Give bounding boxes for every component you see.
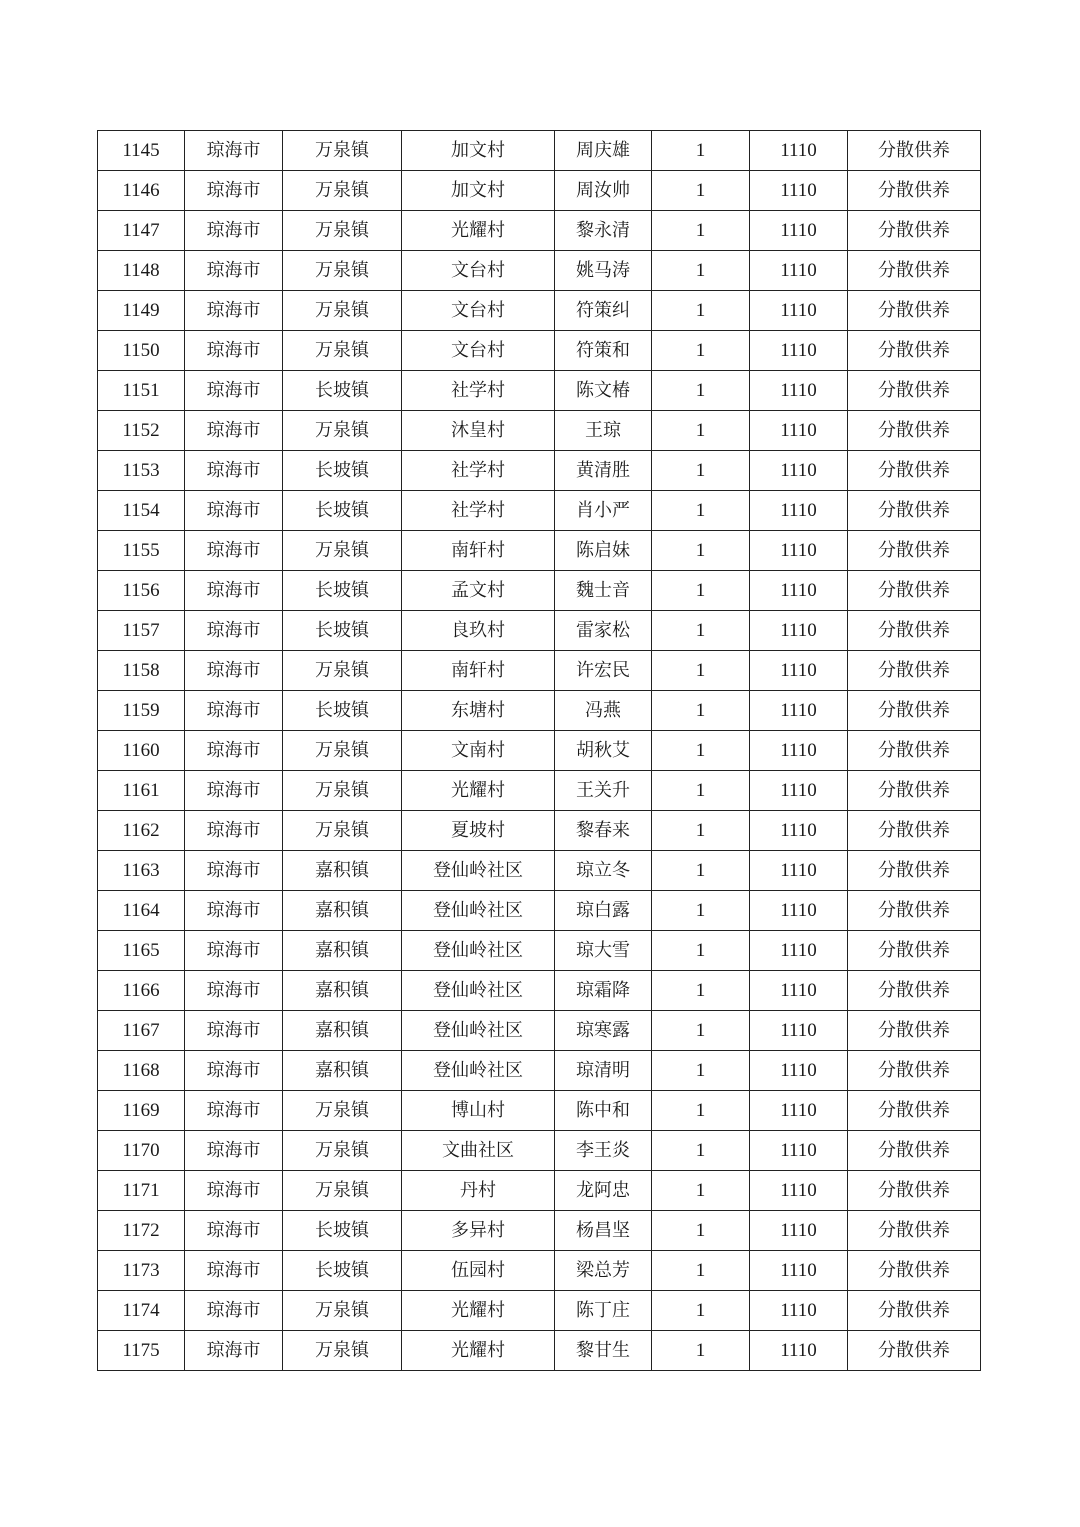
count-cell: 1 [652, 1011, 750, 1051]
city-cell: 琼海市 [185, 491, 283, 531]
table-row [98, 491, 981, 531]
support-type-cell: 分散供养 [848, 971, 981, 1011]
table-row [98, 731, 981, 771]
name-cell: 黎甘生 [555, 1331, 652, 1371]
city-cell: 琼海市 [185, 851, 283, 891]
amount-cell: 1110 [750, 451, 848, 491]
index-cell: 1174 [98, 1291, 185, 1331]
support-type-cell: 分散供养 [848, 731, 981, 771]
name-cell: 杨昌坚 [555, 1211, 652, 1251]
name-cell: 符策和 [555, 331, 652, 371]
table-row [98, 1251, 981, 1291]
support-type-cell: 分散供养 [848, 931, 981, 971]
city-cell: 琼海市 [185, 651, 283, 691]
count-cell: 1 [652, 811, 750, 851]
city-cell: 琼海市 [185, 451, 283, 491]
index-cell: 1157 [98, 611, 185, 651]
index-cell: 1158 [98, 651, 185, 691]
city-cell: 琼海市 [185, 411, 283, 451]
village-cell: 登仙岭社区 [402, 1011, 555, 1051]
count-cell: 1 [652, 611, 750, 651]
village-cell: 丹村 [402, 1171, 555, 1211]
name-cell: 肖小严 [555, 491, 652, 531]
table-row [98, 611, 981, 651]
count-cell: 1 [652, 411, 750, 451]
city-cell: 琼海市 [185, 1291, 283, 1331]
town-cell: 长坡镇 [283, 451, 402, 491]
count-cell: 1 [652, 971, 750, 1011]
amount-cell: 1110 [750, 1211, 848, 1251]
town-cell: 万泉镇 [283, 1131, 402, 1171]
table-row [98, 1171, 981, 1211]
index-cell: 1153 [98, 451, 185, 491]
table-row [98, 931, 981, 971]
name-cell: 黎春来 [555, 811, 652, 851]
count-cell: 1 [652, 251, 750, 291]
table-row [98, 251, 981, 291]
index-cell: 1156 [98, 571, 185, 611]
count-cell: 1 [652, 1091, 750, 1131]
town-cell: 万泉镇 [283, 1091, 402, 1131]
village-cell: 光耀村 [402, 1331, 555, 1371]
village-cell: 文台村 [402, 331, 555, 371]
village-cell: 沐皇村 [402, 411, 555, 451]
count-cell: 1 [652, 291, 750, 331]
village-cell: 登仙岭社区 [402, 971, 555, 1011]
support-type-cell: 分散供养 [848, 691, 981, 731]
count-cell: 1 [652, 211, 750, 251]
index-cell: 1163 [98, 851, 185, 891]
town-cell: 长坡镇 [283, 691, 402, 731]
town-cell: 万泉镇 [283, 171, 402, 211]
table-row [98, 571, 981, 611]
town-cell: 万泉镇 [283, 131, 402, 171]
support-type-cell: 分散供养 [848, 1091, 981, 1131]
table-row [98, 531, 981, 571]
amount-cell: 1110 [750, 931, 848, 971]
name-cell: 王关升 [555, 771, 652, 811]
support-type-cell: 分散供养 [848, 851, 981, 891]
village-cell: 文台村 [402, 251, 555, 291]
index-cell: 1154 [98, 491, 185, 531]
support-type-cell: 分散供养 [848, 771, 981, 811]
village-cell: 文台村 [402, 291, 555, 331]
name-cell: 魏士音 [555, 571, 652, 611]
town-cell: 万泉镇 [283, 1171, 402, 1211]
support-type-cell: 分散供养 [848, 211, 981, 251]
village-cell: 社学村 [402, 451, 555, 491]
amount-cell: 1110 [750, 291, 848, 331]
city-cell: 琼海市 [185, 1051, 283, 1091]
name-cell: 李王炎 [555, 1131, 652, 1171]
amount-cell: 1110 [750, 651, 848, 691]
amount-cell: 1110 [750, 251, 848, 291]
town-cell: 长坡镇 [283, 571, 402, 611]
village-cell: 加文村 [402, 171, 555, 211]
support-type-cell: 分散供养 [848, 291, 981, 331]
name-cell: 琼寒露 [555, 1011, 652, 1051]
town-cell: 嘉积镇 [283, 1011, 402, 1051]
index-cell: 1150 [98, 331, 185, 371]
name-cell: 雷家松 [555, 611, 652, 651]
village-cell: 文南村 [402, 731, 555, 771]
town-cell: 万泉镇 [283, 811, 402, 851]
count-cell: 1 [652, 1051, 750, 1091]
city-cell: 琼海市 [185, 731, 283, 771]
support-type-cell: 分散供养 [848, 331, 981, 371]
town-cell: 长坡镇 [283, 611, 402, 651]
index-cell: 1173 [98, 1251, 185, 1291]
amount-cell: 1110 [750, 971, 848, 1011]
table-row [98, 331, 981, 371]
table-row [98, 1291, 981, 1331]
city-cell: 琼海市 [185, 811, 283, 851]
count-cell: 1 [652, 491, 750, 531]
village-cell: 孟文村 [402, 571, 555, 611]
name-cell: 王琼 [555, 411, 652, 451]
name-cell: 陈文椿 [555, 371, 652, 411]
amount-cell: 1110 [750, 731, 848, 771]
amount-cell: 1110 [750, 1171, 848, 1211]
table-row [98, 891, 981, 931]
town-cell: 万泉镇 [283, 651, 402, 691]
amount-cell: 1110 [750, 411, 848, 451]
amount-cell: 1110 [750, 371, 848, 411]
amount-cell: 1110 [750, 1091, 848, 1131]
town-cell: 万泉镇 [283, 211, 402, 251]
name-cell: 梁总芳 [555, 1251, 652, 1291]
city-cell: 琼海市 [185, 291, 283, 331]
village-cell: 伍园村 [402, 1251, 555, 1291]
count-cell: 1 [652, 731, 750, 771]
town-cell: 长坡镇 [283, 371, 402, 411]
support-type-cell: 分散供养 [848, 371, 981, 411]
count-cell: 1 [652, 531, 750, 571]
city-cell: 琼海市 [185, 691, 283, 731]
village-cell: 登仙岭社区 [402, 851, 555, 891]
town-cell: 长坡镇 [283, 1211, 402, 1251]
index-cell: 1146 [98, 171, 185, 211]
support-type-cell: 分散供养 [848, 171, 981, 211]
city-cell: 琼海市 [185, 251, 283, 291]
index-cell: 1165 [98, 931, 185, 971]
count-cell: 1 [652, 571, 750, 611]
support-type-cell: 分散供养 [848, 451, 981, 491]
roster-table [97, 130, 981, 1371]
table-row [98, 1011, 981, 1051]
city-cell: 琼海市 [185, 971, 283, 1011]
table-row [98, 811, 981, 851]
city-cell: 琼海市 [185, 211, 283, 251]
count-cell: 1 [652, 1171, 750, 1211]
city-cell: 琼海市 [185, 1131, 283, 1171]
name-cell: 琼立冬 [555, 851, 652, 891]
amount-cell: 1110 [750, 851, 848, 891]
village-cell: 光耀村 [402, 1291, 555, 1331]
support-type-cell: 分散供养 [848, 1331, 981, 1371]
city-cell: 琼海市 [185, 371, 283, 411]
city-cell: 琼海市 [185, 1211, 283, 1251]
city-cell: 琼海市 [185, 1091, 283, 1131]
index-cell: 1155 [98, 531, 185, 571]
town-cell: 嘉积镇 [283, 931, 402, 971]
village-cell: 光耀村 [402, 211, 555, 251]
town-cell: 万泉镇 [283, 291, 402, 331]
name-cell: 龙阿忠 [555, 1171, 652, 1211]
support-type-cell: 分散供养 [848, 1051, 981, 1091]
city-cell: 琼海市 [185, 1011, 283, 1051]
town-cell: 万泉镇 [283, 1291, 402, 1331]
support-type-cell: 分散供养 [848, 1011, 981, 1051]
amount-cell: 1110 [750, 331, 848, 371]
city-cell: 琼海市 [185, 931, 283, 971]
name-cell: 胡秋艾 [555, 731, 652, 771]
amount-cell: 1110 [750, 171, 848, 211]
count-cell: 1 [652, 931, 750, 971]
count-cell: 1 [652, 1291, 750, 1331]
city-cell: 琼海市 [185, 1171, 283, 1211]
table-row [98, 1331, 981, 1371]
index-cell: 1168 [98, 1051, 185, 1091]
village-cell: 良玖村 [402, 611, 555, 651]
table-row [98, 971, 981, 1011]
count-cell: 1 [652, 131, 750, 171]
table-row [98, 1131, 981, 1171]
name-cell: 陈启妹 [555, 531, 652, 571]
city-cell: 琼海市 [185, 331, 283, 371]
name-cell: 琼清明 [555, 1051, 652, 1091]
amount-cell: 1110 [750, 771, 848, 811]
count-cell: 1 [652, 451, 750, 491]
name-cell: 陈中和 [555, 1091, 652, 1131]
index-cell: 1151 [98, 371, 185, 411]
amount-cell: 1110 [750, 1011, 848, 1051]
table-row [98, 371, 981, 411]
index-cell: 1175 [98, 1331, 185, 1371]
index-cell: 1148 [98, 251, 185, 291]
town-cell: 万泉镇 [283, 411, 402, 451]
support-type-cell: 分散供养 [848, 571, 981, 611]
support-type-cell: 分散供养 [848, 1291, 981, 1331]
index-cell: 1147 [98, 211, 185, 251]
town-cell: 嘉积镇 [283, 891, 402, 931]
name-cell: 陈丁庄 [555, 1291, 652, 1331]
city-cell: 琼海市 [185, 1251, 283, 1291]
town-cell: 万泉镇 [283, 331, 402, 371]
table-row [98, 851, 981, 891]
name-cell: 周汝帅 [555, 171, 652, 211]
village-cell: 社学村 [402, 491, 555, 531]
index-cell: 1159 [98, 691, 185, 731]
table-row [98, 1211, 981, 1251]
town-cell: 嘉积镇 [283, 971, 402, 1011]
village-cell: 南轩村 [402, 651, 555, 691]
support-type-cell: 分散供养 [848, 811, 981, 851]
index-cell: 1170 [98, 1131, 185, 1171]
count-cell: 1 [652, 891, 750, 931]
table-row [98, 211, 981, 251]
city-cell: 琼海市 [185, 771, 283, 811]
name-cell: 许宏民 [555, 651, 652, 691]
village-cell: 多异村 [402, 1211, 555, 1251]
amount-cell: 1110 [750, 491, 848, 531]
table-row [98, 651, 981, 691]
town-cell: 长坡镇 [283, 1251, 402, 1291]
count-cell: 1 [652, 1331, 750, 1371]
town-cell: 万泉镇 [283, 251, 402, 291]
city-cell: 琼海市 [185, 131, 283, 171]
count-cell: 1 [652, 171, 750, 211]
amount-cell: 1110 [750, 1131, 848, 1171]
amount-cell: 1110 [750, 1251, 848, 1291]
town-cell: 万泉镇 [283, 731, 402, 771]
support-type-cell: 分散供养 [848, 131, 981, 171]
name-cell: 符策纠 [555, 291, 652, 331]
table-row [98, 691, 981, 731]
city-cell: 琼海市 [185, 611, 283, 651]
town-cell: 嘉积镇 [283, 851, 402, 891]
village-cell: 光耀村 [402, 771, 555, 811]
index-cell: 1160 [98, 731, 185, 771]
name-cell: 琼霜降 [555, 971, 652, 1011]
name-cell: 周庆雄 [555, 131, 652, 171]
village-cell: 登仙岭社区 [402, 891, 555, 931]
count-cell: 1 [652, 1131, 750, 1171]
amount-cell: 1110 [750, 1331, 848, 1371]
support-type-cell: 分散供养 [848, 1211, 981, 1251]
index-cell: 1164 [98, 891, 185, 931]
support-type-cell: 分散供养 [848, 891, 981, 931]
table-row [98, 771, 981, 811]
support-type-cell: 分散供养 [848, 1171, 981, 1211]
count-cell: 1 [652, 771, 750, 811]
town-cell: 嘉积镇 [283, 1051, 402, 1091]
table-row [98, 1051, 981, 1091]
index-cell: 1171 [98, 1171, 185, 1211]
name-cell: 琼白露 [555, 891, 652, 931]
name-cell: 琼大雪 [555, 931, 652, 971]
amount-cell: 1110 [750, 1291, 848, 1331]
table-row [98, 451, 981, 491]
name-cell: 冯燕 [555, 691, 652, 731]
support-type-cell: 分散供养 [848, 611, 981, 651]
table-row [98, 291, 981, 331]
roster-table-body [98, 131, 981, 1371]
city-cell: 琼海市 [185, 1331, 283, 1371]
amount-cell: 1110 [750, 811, 848, 851]
support-type-cell: 分散供养 [848, 1131, 981, 1171]
table-row [98, 171, 981, 211]
count-cell: 1 [652, 1251, 750, 1291]
village-cell: 博山村 [402, 1091, 555, 1131]
count-cell: 1 [652, 651, 750, 691]
index-cell: 1152 [98, 411, 185, 451]
amount-cell: 1110 [750, 611, 848, 651]
index-cell: 1172 [98, 1211, 185, 1251]
amount-cell: 1110 [750, 891, 848, 931]
index-cell: 1166 [98, 971, 185, 1011]
count-cell: 1 [652, 371, 750, 411]
village-cell: 南轩村 [402, 531, 555, 571]
amount-cell: 1110 [750, 571, 848, 611]
table-row [98, 1091, 981, 1131]
index-cell: 1167 [98, 1011, 185, 1051]
count-cell: 1 [652, 691, 750, 731]
village-cell: 社学村 [402, 371, 555, 411]
town-cell: 长坡镇 [283, 491, 402, 531]
amount-cell: 1110 [750, 131, 848, 171]
support-type-cell: 分散供养 [848, 491, 981, 531]
support-type-cell: 分散供养 [848, 531, 981, 571]
village-cell: 东塘村 [402, 691, 555, 731]
town-cell: 万泉镇 [283, 771, 402, 811]
table-row [98, 131, 981, 171]
support-type-cell: 分散供养 [848, 651, 981, 691]
name-cell: 姚马涛 [555, 251, 652, 291]
support-type-cell: 分散供养 [848, 411, 981, 451]
town-cell: 万泉镇 [283, 1331, 402, 1371]
amount-cell: 1110 [750, 531, 848, 571]
amount-cell: 1110 [750, 691, 848, 731]
village-cell: 文曲社区 [402, 1131, 555, 1171]
index-cell: 1145 [98, 131, 185, 171]
index-cell: 1169 [98, 1091, 185, 1131]
amount-cell: 1110 [750, 211, 848, 251]
name-cell: 黄清胜 [555, 451, 652, 491]
village-cell: 登仙岭社区 [402, 1051, 555, 1091]
city-cell: 琼海市 [185, 531, 283, 571]
village-cell: 登仙岭社区 [402, 931, 555, 971]
village-cell: 夏坡村 [402, 811, 555, 851]
count-cell: 1 [652, 851, 750, 891]
city-cell: 琼海市 [185, 891, 283, 931]
city-cell: 琼海市 [185, 171, 283, 211]
index-cell: 1162 [98, 811, 185, 851]
table-row [98, 411, 981, 451]
index-cell: 1149 [98, 291, 185, 331]
support-type-cell: 分散供养 [848, 251, 981, 291]
index-cell: 1161 [98, 771, 185, 811]
town-cell: 万泉镇 [283, 531, 402, 571]
name-cell: 黎永清 [555, 211, 652, 251]
count-cell: 1 [652, 1211, 750, 1251]
village-cell: 加文村 [402, 131, 555, 171]
count-cell: 1 [652, 331, 750, 371]
city-cell: 琼海市 [185, 571, 283, 611]
support-type-cell: 分散供养 [848, 1251, 981, 1291]
amount-cell: 1110 [750, 1051, 848, 1091]
